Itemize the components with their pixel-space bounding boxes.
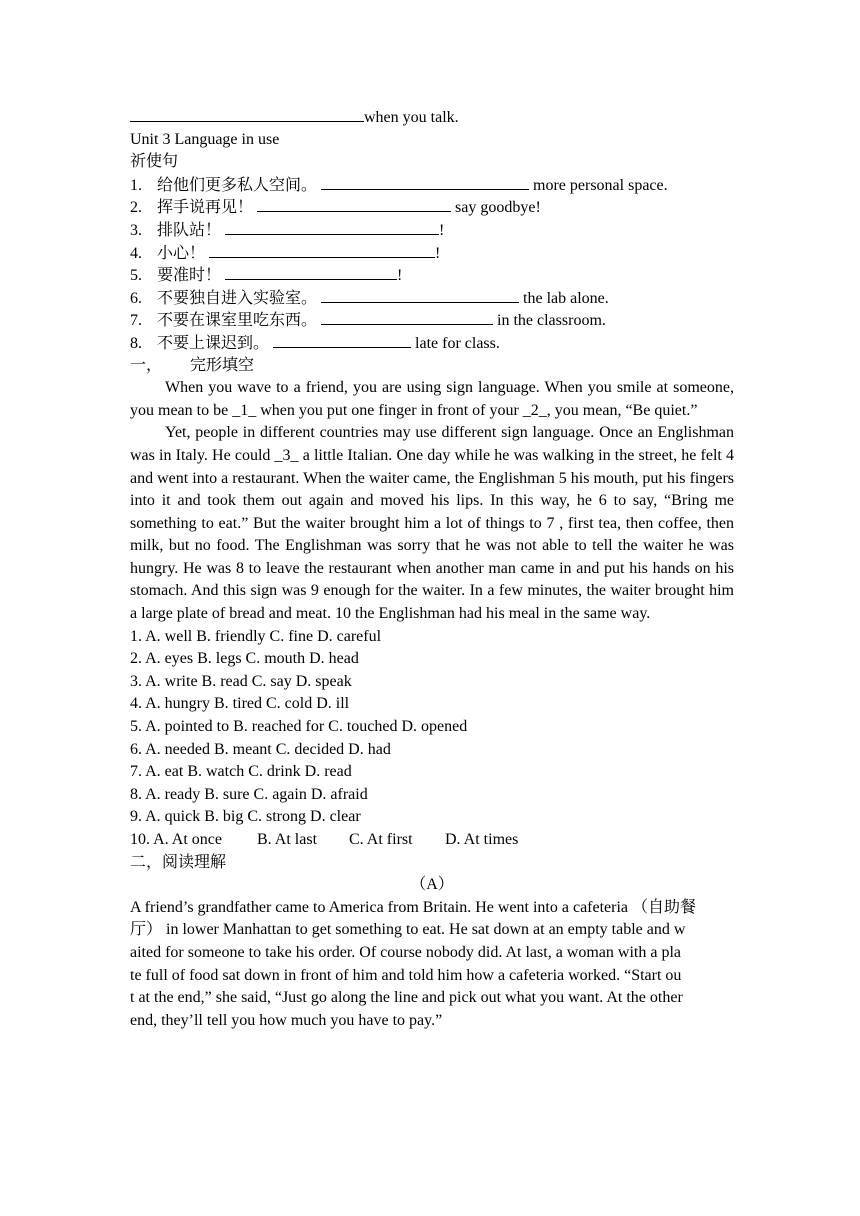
chinese-prompt: 不要独自进入实验室。 [157,289,318,307]
cloze-heading-label: 一， [130,356,163,374]
answer-blank[interactable] [130,106,364,122]
section-imperative: 祈使句 [130,153,179,171]
option-line: 3. A. write B. read C. say D. speak [130,672,352,690]
sentence-item [130,174,734,197]
option-line: 4. A. hungry B. tired C. cold D. ill [130,695,350,713]
english-tail: more personal space. [529,176,668,194]
answer-blank[interactable] [321,174,529,190]
option-line: 7. A. eat B. watch C. drink D. read [130,763,352,781]
cloze-heading [130,355,734,378]
english-tail: late for class. [411,334,500,352]
english-tail: the lab alone. [519,289,609,307]
passage-label: （A） [410,876,454,894]
answer-blank[interactable] [273,332,411,348]
answer-blank[interactable] [321,309,493,325]
option-c: C. At first [349,831,413,848]
cloze-paragraph: When you wave to a friend, you are using sign language. When you smile at someone, you mean to be _1_ when you put one finger in front of your _2_, you mean, “Be quiet.” [130,379,734,419]
chinese-prompt: 给他们更多私人空间。 [157,176,318,194]
answer-blank[interactable] [257,196,451,212]
chinese-prompt: 排队站！ [157,221,222,239]
cloze-heading-title: 完形填空 [190,356,255,374]
sentence-item [130,242,734,265]
sentence-item [130,196,734,219]
reading-line: A friend’s grandfather came to America from Britain. He went into a cafeteria （自助餐 [130,898,697,916]
sentence-item [130,332,734,355]
chinese-prompt: 不要在课室里吃东西。 [157,312,318,330]
chinese-prompt: 不要上课迟到。 [157,334,270,352]
option-line: 6. A. needed B. meant C. decided D. had [130,740,391,758]
option-line: 8. A. ready B. sure C. again D. afraid [130,785,368,803]
sentence-item [130,264,734,287]
reading-line: t at the end,” she said, “Just go along the line and pick out what you want. At the other [130,989,683,1007]
item-number: 4. [130,244,142,262]
item-number: 8. [130,334,142,352]
item-number: 1. [130,176,142,194]
english-tail: say goodbye! [451,199,541,217]
sentence-item [130,219,734,242]
top-line-text: when you talk. [364,109,459,126]
option-line: 2. A. eyes B. legs C. mouth D. head [130,650,359,668]
reading-line: aited for someone to take his order. Of course nobody did. At last, a woman with a pla [130,943,681,961]
reading-line: 厅） in lower Manhattan to get something to eat. He sat down at an empty table and w [130,921,686,939]
answer-blank[interactable] [225,219,439,235]
option-d: D. At times [445,831,519,848]
unit-title: Unit 3 Language in use [130,130,280,148]
chinese-prompt: 挥手说再见！ [157,199,254,217]
option-b: B. At last [257,831,318,848]
english-tail: ! [435,244,441,262]
reading-line: te full of food sat down in front of him and told him how a cafeteria worked. “Start ou [130,966,682,984]
answer-blank[interactable] [209,242,435,258]
option-line: 5. A. pointed to B. reached for C. touched D. opened [130,718,468,736]
sentence-item [130,287,734,310]
option-a: 10. A. At once [130,831,222,848]
option-line [130,829,734,852]
english-tail: in the classroom. [493,312,606,330]
answer-blank[interactable] [225,264,397,280]
item-number: 6. [130,289,142,307]
item-number: 3. [130,221,142,239]
document-page [130,106,734,1032]
cloze-paragraph: Yet, people in different countries may use different sign language. Once an Englishman was in Italy. He could _3_ a little Italian. One day while he was walking in the street, he felt 4 and went into a restaurant. When the waiter came, the Englishman 5 his mouth, put his fingers into it and took them out again and moved his lips. In this way, he 6 to say, “Bring me something to eat.” But the waiter brought him a lot of things to 7 , first tea, then coffee, then milk, but no food. The Englishman was sorry that he was not able to tell the waiter he was hungry. He was 8 to leave the restaurant when another man came in and put his hands on his stomach. And this sign was 9 enough for the waiter. In a few minutes, the waiter brought him a large plate of bread and meat. 10 the Englishman had his meal in the same way. [130,424,734,623]
english-tail: ! [439,221,445,239]
option-line: 9. A. quick B. big C. strong D. clear [130,808,361,826]
top-line [130,106,734,129]
reading-line: end, they’ll tell you how much you have to pay.” [130,1011,443,1029]
sentence-item [130,309,734,332]
item-number: 2. [130,199,142,217]
item-number: 7. [130,312,142,330]
option-line: 1. A. well B. friendly C. fine D. careful [130,627,382,645]
chinese-prompt: 小心！ [157,244,206,262]
english-tail: ! [397,267,403,285]
reading-heading: 二，阅读理解 [130,853,227,871]
item-number: 5. [130,267,142,285]
answer-blank[interactable] [321,287,519,303]
chinese-prompt: 要准时！ [157,267,222,285]
